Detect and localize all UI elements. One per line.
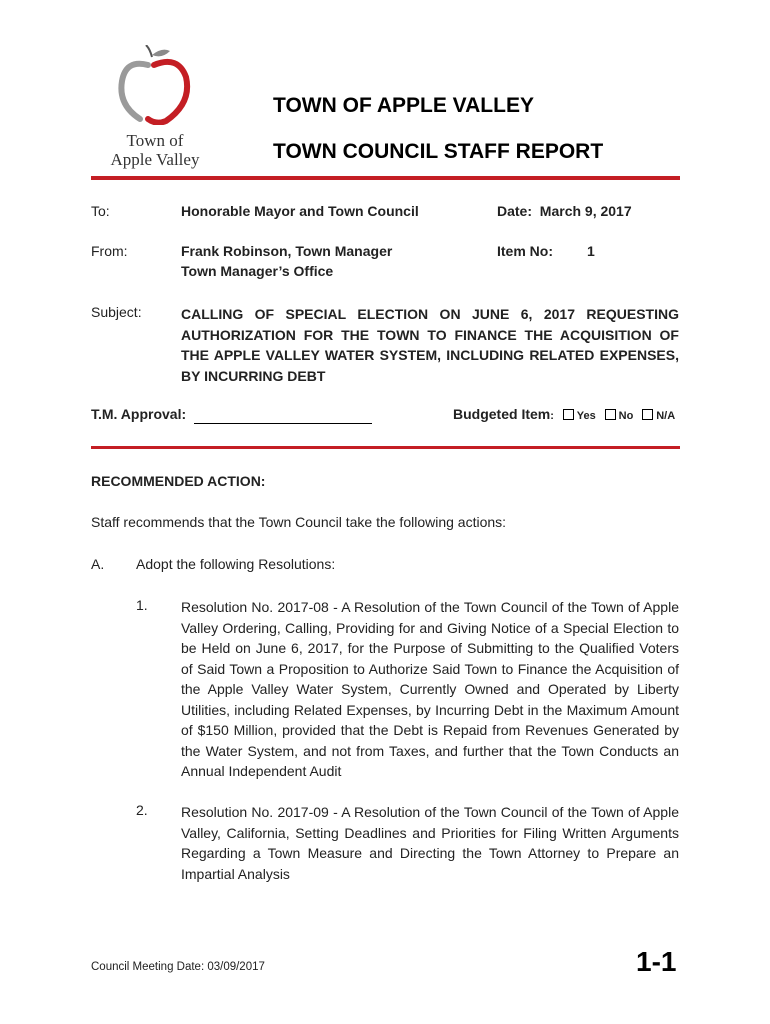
yes-label: Yes xyxy=(576,410,596,422)
meeting-date-footer: Council Meeting Date: 03/09/2017 xyxy=(91,961,265,973)
na-checkbox[interactable] xyxy=(642,409,653,420)
to-label: To: xyxy=(91,203,110,219)
from-label: From: xyxy=(91,243,128,259)
apple-icon xyxy=(100,45,210,125)
resolution-1-text: Resolution No. 2017-08 - A Resolution of the Town Council of the Town of Apple Valley Ordering, Calling, Providing for and Giving Notice of a Special Election to be Held on June 6, 2017, for the Purpose of Submitting to the Qualified Voters of Said Town a Proposition to Authorize Said Town to Finance the Acquisition of the Apple Valley Water System, Currently Owned and Operated by Liberty Utilities, including Related Expenses, by Incurring Debt in the Maximum Amount of $150 Million, provided that the Debt is Repaid from Revenues Generated by the Water System, and not from Taxes, and further that the Town Conducts an Annual Independent Audit xyxy=(181,599,679,779)
yes-checkbox[interactable] xyxy=(563,409,574,420)
date-value: March 9, 2017 xyxy=(539,203,632,219)
approval-signature-line xyxy=(194,423,372,424)
from-name: Frank Robinson, Town Manager xyxy=(181,243,393,259)
item-no-label: Item No: xyxy=(497,243,553,259)
budgeted-item-colon: : xyxy=(550,410,554,422)
date-field xyxy=(497,203,632,219)
subject-value: CALLING OF SPECIAL ELECTION ON JUNE 6, 2017 REQUESTING AUTHORIZATION FOR THE TOWN TO FINANCE THE ACQUISITION OF THE APPLE VALLEY WATER SYSTEM, INCLUDING RELATED EXPENSES, BY INCURRING DEBT xyxy=(181,306,679,384)
resolution-2-text: Resolution No. 2017-09 - A Resolution of the Town Council of the Town of Apple Valley, California, Setting Deadlines and Priorities for Filing Written Arguments Regarding a Town Measure and Directing the Town Attorney to Prepare an Impartial Analysis xyxy=(181,804,679,882)
na-label: N/A xyxy=(656,410,676,422)
report-subtitle: TOWN COUNCIL STAFF REPORT xyxy=(273,140,604,163)
page-title: TOWN OF APPLE VALLEY xyxy=(273,94,534,117)
resolution-2-marker: 2. xyxy=(136,802,148,818)
header-divider xyxy=(91,176,680,180)
page-number: 1-1 xyxy=(636,946,677,977)
to-value: Honorable Mayor and Town Council xyxy=(181,203,419,219)
town-logo xyxy=(100,45,210,175)
item-a-marker: A. xyxy=(91,556,105,572)
approval-label: T.M. Approval: xyxy=(91,406,187,422)
section-heading: RECOMMENDED ACTION: xyxy=(91,473,266,489)
section-divider xyxy=(91,446,680,449)
budgeted-item-label: Budgeted Item xyxy=(453,406,551,422)
subject-label: Subject: xyxy=(91,304,142,320)
budgeted-item-field xyxy=(453,406,675,422)
no-label: No xyxy=(618,410,634,422)
from-office: Town Manager’s Office xyxy=(181,263,334,279)
item-a-text: Adopt the following Resolutions: xyxy=(136,556,336,572)
logo-line-2: Apple Valley xyxy=(110,150,200,169)
item-no-value: 1 xyxy=(587,243,595,259)
intro-text: Staff recommends that the Town Council take the following actions: xyxy=(91,514,507,530)
resolution-1-marker: 1. xyxy=(136,597,148,613)
logo-line-1: Town of xyxy=(126,131,184,150)
no-checkbox[interactable] xyxy=(605,409,616,420)
date-label: Date: xyxy=(497,203,533,219)
